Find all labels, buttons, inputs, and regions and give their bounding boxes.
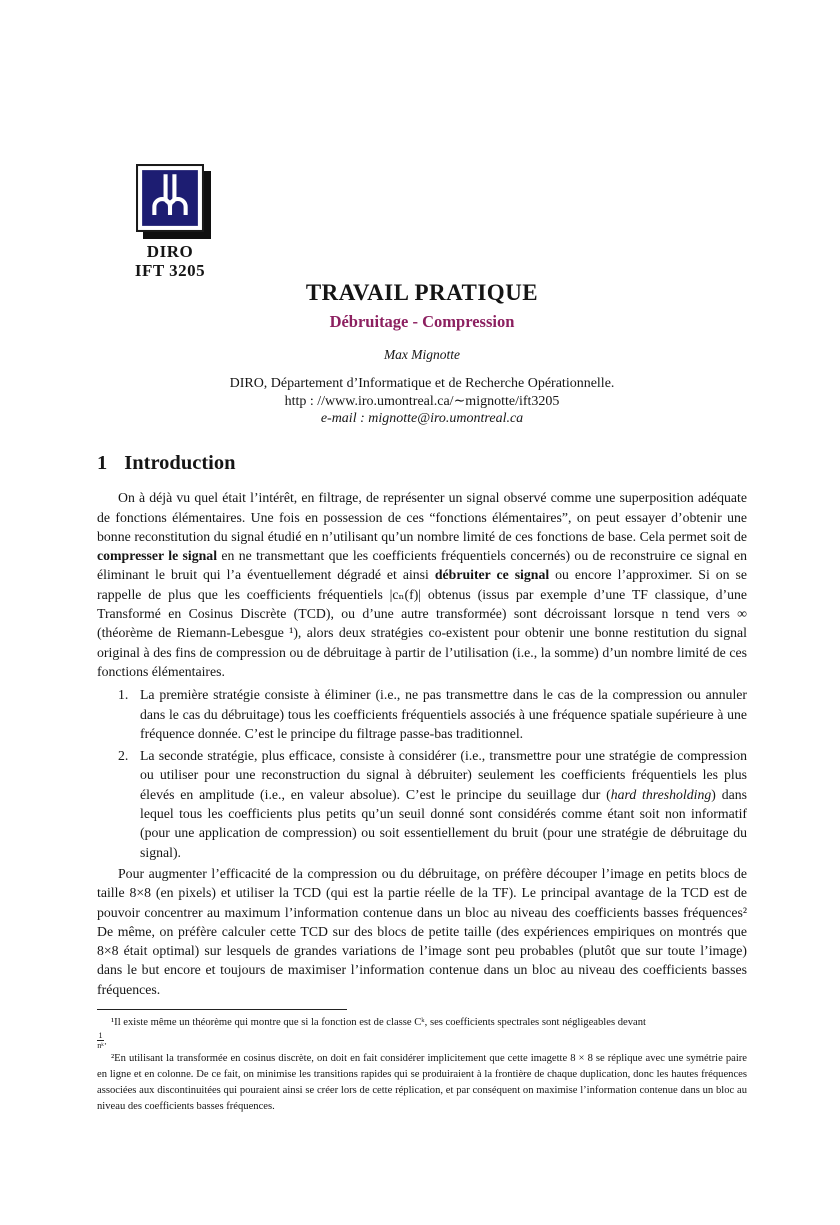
- paragraph-text: On à déjà vu quel était l’intérêt, en filtrage, de représenter un signal observé comme une superposition adéquate de fonctions élémentaires. Une fois en possession de ces “fonctions élémentaires”, on peut essayer d’obtenir une bonne reconstitution du signal étudié en n’utilisant qu’un nombre limité de ces fonctions de base. Cela permet soit de: [97, 490, 747, 544]
- bold-denoise-signal: débruiter ce signal: [434, 567, 550, 583]
- strategy-list: [97, 685, 747, 862]
- fraction-denominator: nᵏ: [97, 1041, 104, 1051]
- item-text: La seconde stratégie, plus efficace, consiste à considérer (i.e., transmettre pour une stratégie de compression ou utiliser pour une reconstruction du signal à débruiter) seulement les coefficients fréquentiels les plus élevés en amplitude (i.e., en valeur absolue). C’est le principe du seuillage dur (: [140, 748, 747, 802]
- affiliation-line: DIRO, Département d’Informatique et de Recherche Opérationnelle.: [229, 376, 615, 391]
- paragraph-text: en ne transmettant que les coefficients fréquentiels concernés) ou de reconstruire ce signal en éliminant le bruit qui l’a éventuellement dégradé et ainsi: [97, 548, 747, 583]
- footnote-rule: [97, 1009, 347, 1010]
- bold-compress-signal: compresser le signal: [97, 548, 218, 564]
- footnote-2: ²En utilisant la transformée en cosinus discrète, on doit en fait considérer implicitement que cette imagette 8 × 8 se réplique avec une symétrie paire en ligne et en colonne. De ce fait, on minimise les transitions rapides qui se produiraient à la frontière de chaque duplication, donc les hautes fréquences associées aux discontinuitées qui pouraient ainsi se créer lors de cette réplication, et par conséquent on maximise l’information contenue dans un bloc au niveau des coefficients basses fréquences.: [97, 1053, 747, 1113]
- section-heading: [97, 454, 747, 473]
- footnote-period: .: [104, 1036, 107, 1048]
- item-number: 2.: [118, 748, 129, 764]
- section-number: 1: [97, 452, 108, 474]
- section-title: Introduction: [124, 452, 236, 474]
- item-text: La première stratégie consiste à éliminer (i.e., ne pas transmettre dans le cas de la compression ou annuler dans le cas du débruitage) tous les coefficients fréquentiels associés à une fréquence spatiale supérieure à une fréquence donnée. C’est le principe du filtrage passe-bas traditionnel.: [140, 687, 747, 741]
- email-address: e-mail : mignotte@iro.umontreal.ca: [320, 411, 524, 426]
- item-number: 1.: [118, 687, 129, 703]
- paragraph-text: ou encore l’approximer. Si on se rappelle de plus que les coefficients fréquentiels |cₙ(f)| obtenus (issus par exemple d’une TF classique, d’une Transformé en Cosinus Discrète (TCD), ou d’une autre transformée) sont décroissant lorsque n tend vers ∞ (théorème de Riemann-Lebesgue ¹), alors deux stratégies co-existent pour obtenir une bonne restitution du signal original à des fins de compression ou de débruitage à partir de l’utilisation (i.e., la somme) d’un nombre limité de ces fonctions élémentaires.: [97, 567, 747, 679]
- footnotes: [97, 1009, 747, 1115]
- logo-course-label: IFT 3205: [134, 261, 206, 280]
- footnote-1: ¹Il existe même un théorème qui montre que si la fonction est de classe Cᵏ, ses coefficients spectrales sont négligeables devant: [111, 1017, 646, 1029]
- italic-hard-thresholding: hard thresholding: [610, 786, 712, 802]
- document-body: [97, 454, 747, 1115]
- diro-logo-icon: [136, 164, 204, 232]
- footnote-1-fraction-line: [97, 1031, 747, 1051]
- item-text: ) dans lequel tous les coefficients plus petits qu’un seuil donné sont considérés comme étant soit non informatif (pour une application de compression) ou soit essentiellement du bruit (pour une stratégie de débruitage du signal).: [140, 786, 747, 860]
- intro-paragraph-2: Pour augmenter l’efficacité de la compression ou du débruitage, on préfère découper l’image en petits blocs de taille 8×8 (en pixels) et utiliser la TCD (qui est la partie réelle de la TF). Le principal avantage de la TCD est de pouvoir concentrer au maximum l’information contenue dans un bloc au niveau des coefficients basses fréquences² De même, on préfère calculer cette TCD sur des blocs de petite taille (des expériences empiriques on montrés que 8×8 était optimal) sur lesquels de grandes variations de l’image sont peu probables (plutôt que sur toute l’image) dans le but encore et toujours de maximiser l’information contenue dans un bloc au niveau des coefficients basses fréquences.: [97, 865, 747, 997]
- list-item: [97, 746, 747, 862]
- diro-logo-block: [128, 164, 212, 280]
- title-block: [97, 280, 747, 428]
- document-subtitle: Débruitage - Compression: [329, 312, 515, 331]
- document-title: TRAVAIL PRATIQUE: [305, 280, 539, 305]
- logo-diro-label: DIRO: [146, 242, 194, 261]
- intro-paragraph-1: [97, 488, 747, 681]
- author-name: Max Mignotte: [383, 347, 461, 362]
- website-url: http : //www.iro.umontreal.ca/∼mignotte/ift3205: [284, 393, 560, 409]
- list-item: [97, 685, 747, 743]
- fraction-numerator: 1: [98, 1031, 103, 1041]
